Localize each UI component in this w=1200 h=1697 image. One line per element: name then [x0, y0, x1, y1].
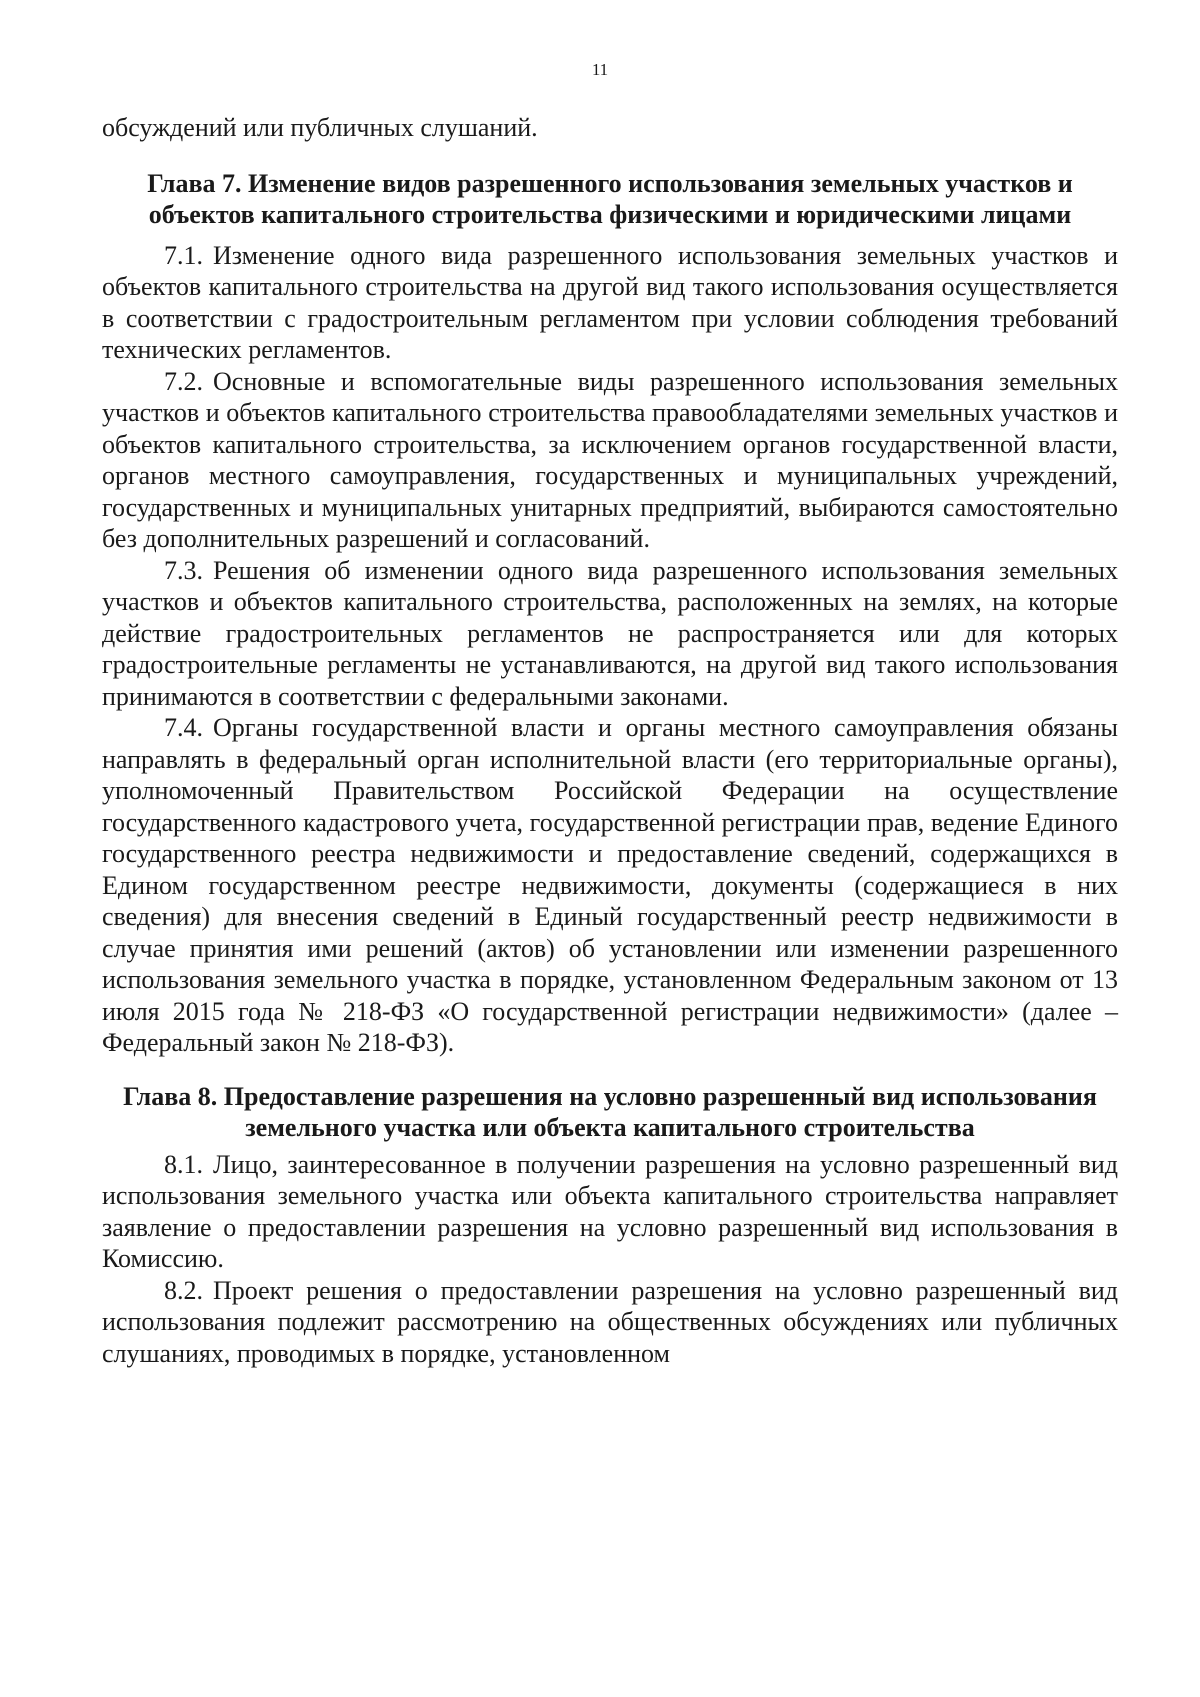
paragraph-text: Проект решения о предоставлении разрешения на условно разрешенный вид использования подлежит рассмотрению на общественных обсуждениях или публичных слушаниях, проводимых в порядке, установленном — [102, 1275, 1118, 1368]
paragraph-text: Органы государственной власти и органы местного самоуправления обязаны направлять в федеральный орган исполнительной власти (его территориальные органы), уполномоченный Правительством Российской Федерации на осуществление государственного кадастрового учета, государственной регистрации прав, ведение Единого государственного реестра недвижимости и предоставление сведений, содержащихся в Едином государственном реестре недвижимости, документы (содержащиеся в них сведения) для внесения сведений в Единый государственный реестр недвижимости в случае принятия ими решений (актов) об установлении или изменении разрешенного использования земельного участка в порядке, установленном Федеральным законом от 13 июля 2015 года № 218-ФЗ «О государственной регистрации недвижимости» (далее – Федеральный закон № 218-ФЗ). — [102, 713, 1118, 1057]
page-number: 11 — [591, 60, 609, 79]
paragraph-text: Основные и вспомогательные виды разрешенного использования земельных участков и объектов капитального строительства правообладателями земельных участков и объектов капитального строительства, за исключением органов государственной власти, органов местного самоуправления, государственных и муниципальных учреждений, государственных и муниципальных унитарных предприятий, выбираются самостоятельно без дополнительных разрешений и согласований. — [102, 366, 1118, 553]
paragraph-8-2 — [102, 1275, 1118, 1370]
paragraph-number: 8.2. — [164, 1275, 203, 1305]
paragraph-number: 7.3. — [164, 555, 203, 585]
chapter-8-heading: Глава 8. Предоставление разрешения на условно разрешенный вид использования земельного участка или объекта капитального строительства — [123, 1081, 1097, 1142]
paragraph-text: Изменение одного вида разрешенного использования земельных участков и объектов капитального строительства на другой вид такого использования осуществляется в соответствии с градостроительным регламентом при условии соблюдения требований технических регламентов. — [102, 240, 1118, 364]
paragraph-text: Решения об изменении одного вида разрешенного использования земельных участков и объектов капитального строительства, расположенных на землях, на которые действие градостроительных регламентов не распространяется или для которых градостроительные регламенты не устанавливаются, на другой вид такого использования принимаются в соответствии с федеральными законами. — [102, 555, 1118, 711]
paragraph-number: 8.1. — [164, 1149, 203, 1179]
paragraph-number: 7.4. — [164, 713, 203, 742]
paragraph-7-4 — [102, 712, 1118, 1059]
continuation-line: обсуждений или публичных слушаний. — [102, 113, 538, 142]
paragraph-7-1 — [102, 240, 1118, 366]
paragraph-7-2 — [102, 366, 1118, 555]
paragraph-8-1 — [102, 1149, 1118, 1275]
paragraph-number: 7.1. — [164, 240, 203, 270]
paragraph-7-3 — [102, 555, 1118, 713]
document-body — [102, 112, 1118, 1369]
chapter-7-heading: Глава 7. Изменение видов разрешенного использования земельных участков и объектов капитального строительства физическими и юридическими лицами — [147, 168, 1073, 229]
paragraph-text: Лицо, заинтересованное в получении разрешения на условно разрешенный вид использования земельного участка или объекта капитального строительства направляет заявление о предоставлении разрешения на условно разрешенный вид использования в Комиссию. — [102, 1149, 1118, 1273]
paragraph-number: 7.2. — [164, 366, 203, 396]
